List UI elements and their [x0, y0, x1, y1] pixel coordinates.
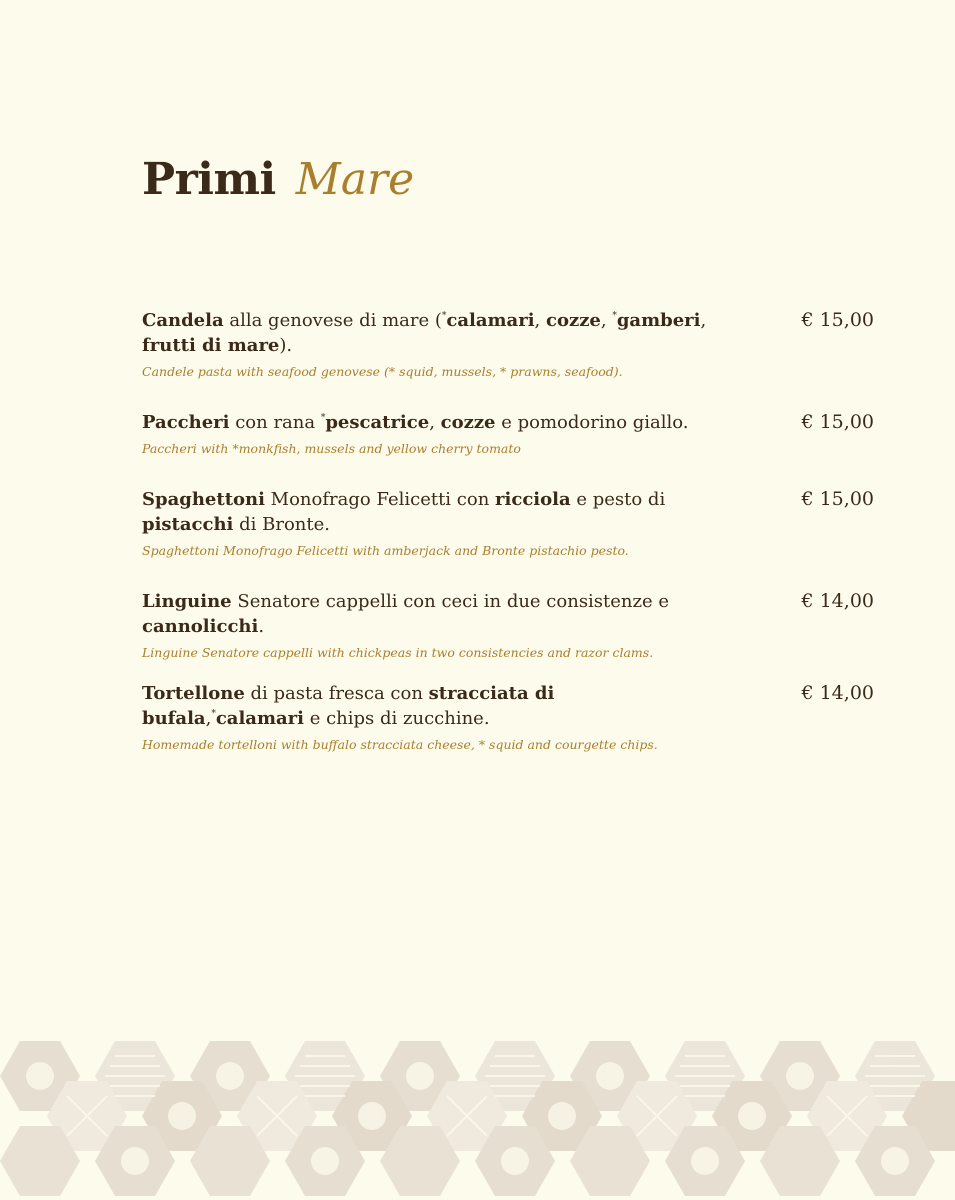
ingredient-highlight: cozze	[440, 412, 496, 433]
dish-translation: Candele pasta with seafood genovese (* squid, mussels, * prawns, seafood).	[142, 364, 623, 379]
dish-text: di pasta fresca con	[244, 683, 429, 704]
asterisk-note: *	[612, 311, 617, 321]
ingredient-highlight: frutti di mare	[142, 335, 280, 356]
dish-name	[142, 410, 712, 435]
menu-list	[142, 308, 874, 753]
ingredient-highlight: Paccheri	[142, 412, 230, 433]
ingredient-highlight: pescatrice	[325, 412, 430, 433]
ingredient-highlight: Tortellone	[142, 683, 245, 704]
menu-item	[142, 589, 874, 661]
menu-item	[142, 308, 874, 380]
ingredient-highlight: gamberi	[616, 310, 701, 331]
dish-text: ,	[205, 708, 212, 729]
title-accent: Mare	[295, 154, 415, 205]
dish-name	[142, 487, 712, 537]
asterisk-note: *	[320, 413, 326, 423]
ingredient-highlight: Spaghettoni	[142, 489, 265, 510]
dish-price: € 15,00	[801, 309, 874, 331]
dish-name	[142, 308, 712, 358]
dish-text: e pesto di	[570, 489, 666, 510]
dish-translation: Paccheri with *monkfish, mussels and yellow cherry tomato	[142, 441, 521, 456]
dish-text: alla genovese di mare (	[223, 310, 442, 331]
menu-item	[142, 681, 874, 753]
dish-price: € 14,00	[801, 590, 874, 612]
dish-text: di Bronte.	[233, 514, 330, 535]
hex-tiles	[0, 1041, 955, 1196]
ingredient-highlight: pistacchi	[142, 514, 234, 535]
ingredient-highlight: Candela	[142, 310, 224, 331]
dish-text: ,	[534, 310, 546, 331]
ingredient-highlight: cannolicchi	[142, 616, 259, 637]
dish-text: e chips di zucchine.	[303, 708, 490, 729]
dish-price: € 14,00	[801, 682, 874, 704]
ingredient-highlight: stracciata di bufala	[142, 683, 555, 729]
dish-translation: Linguine Senatore cappelli with chickpeas in two consistencies and razor clams.	[142, 645, 654, 660]
tile-pattern-decoration	[0, 1036, 955, 1200]
dish-name	[142, 681, 712, 731]
asterisk-note: *	[211, 709, 216, 719]
ingredient-highlight: calamari	[215, 708, 304, 729]
dish-text: con rana	[229, 412, 321, 433]
ingredient-highlight: calamari	[446, 310, 535, 331]
title-main: Primi	[142, 154, 276, 205]
dish-text: ,	[700, 310, 707, 331]
dish-text: Senatore cappelli con ceci in due consistenze e	[231, 591, 670, 612]
menu-item	[142, 410, 874, 457]
ingredient-highlight: cozze	[546, 310, 601, 331]
dish-translation: Spaghettoni Monofrago Felicetti with amberjack and Bronte pistachio pesto.	[142, 543, 629, 558]
dish-price: € 15,00	[801, 488, 874, 510]
dish-text: .	[258, 616, 265, 637]
ingredient-highlight: ricciola	[495, 489, 571, 510]
dish-text: ,	[429, 412, 441, 433]
dish-text: ,	[600, 310, 613, 331]
dish-text: Monofrago Felicetti con	[264, 489, 496, 510]
asterisk-note: *	[441, 311, 447, 321]
dish-price: € 15,00	[801, 411, 874, 433]
dish-translation: Homemade tortelloni with buffalo stracciata cheese, * squid and courgette chips.	[142, 737, 658, 752]
dish-name	[142, 589, 712, 639]
page-title	[142, 150, 414, 210]
dish-text: e pomodorino giallo.	[495, 412, 689, 433]
dish-text: ).	[279, 335, 293, 356]
menu-item	[142, 487, 874, 559]
ingredient-highlight: Linguine	[142, 591, 232, 612]
